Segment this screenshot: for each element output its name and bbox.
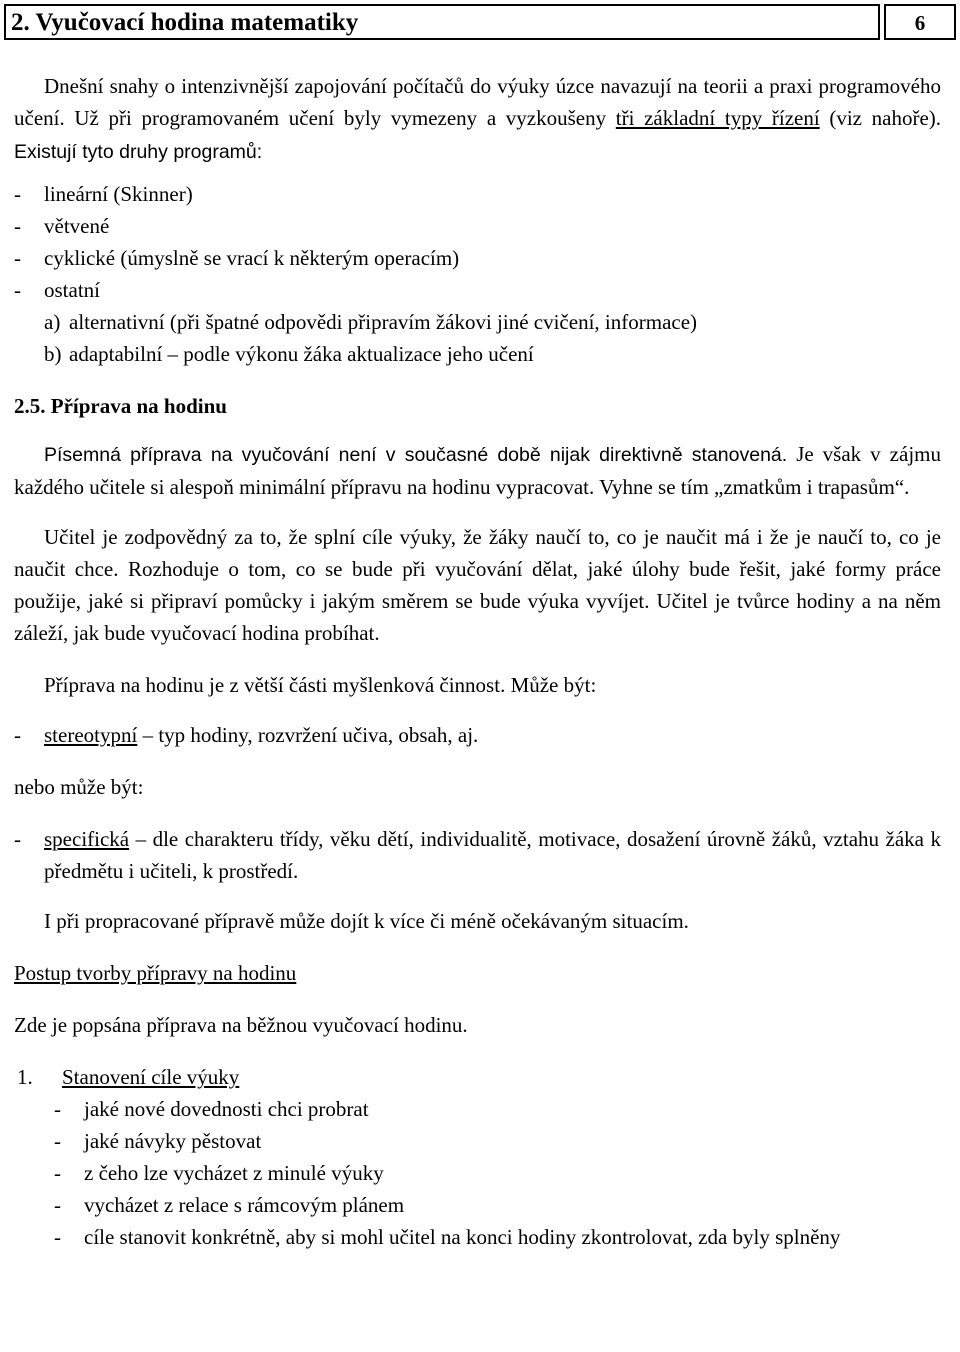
list-item: - cíle stanovit konkrétně, aby si mohl učitel na konci hodiny zkontrolovat, zda byly splněny	[54, 1225, 841, 1249]
list-item: - stereotypní – typ hodiny, rozvržení učiva, obsah, aj.	[14, 723, 479, 747]
program-types-list	[14, 178, 941, 370]
list-item: a) alternativní (při špatné odpovědi připravím žákovi jiné cvičení, informace)	[44, 310, 698, 334]
list-item: - lineární (Skinner)	[14, 182, 193, 206]
numbered-item: 1. Stanovení cíle výuky	[17, 1065, 240, 1089]
list-item: - větvené	[14, 214, 110, 238]
list-item: - z čeho lze vycházet z minulé výuky	[54, 1161, 384, 1185]
page-header	[4, 4, 956, 42]
paragraph: I při propracované přípravě může dojít k více či méně očekávaným situacím.	[44, 909, 689, 933]
list-item: - cyklické (úmyslně se vrací k některým operacím)	[14, 246, 460, 270]
page-number: 6	[884, 4, 956, 40]
list-item: - jaké nové dovednosti chci probrat	[54, 1097, 369, 1121]
intro-paragraph	[14, 70, 941, 168]
paragraph: nebo může být:	[14, 775, 144, 799]
paragraph: Písemná příprava na vyučování není v současné době nijak direktivně stanovená. Je však v zájmu každého učitele si alespoň minimální přípravu na hodinu vypracovat. Vyhne se tím „zmatkům i trapasům“.	[14, 442, 941, 499]
paragraph: Zde je popsána příprava na běžnou vyučovací hodinu.	[14, 1013, 468, 1037]
procedure-heading: Postup tvorby přípravy na hodinu	[14, 961, 297, 985]
list-item: - vycházet z relace s rámcovým plánem	[54, 1193, 405, 1217]
chapter-title: 2. Vyučovací hodina matematiky	[4, 4, 880, 40]
list-item: - specifická – dle charakteru třídy, věku dětí, individualitě, motivace, dosažení úrovně žáků, vztahu žáka k předmětu i učiteli, k prostředí.	[14, 827, 941, 883]
paragraph: Příprava na hodinu je z větší části myšlenková činnost. Může být:	[44, 673, 597, 697]
intro-link-text: tři základní typy řízení	[615, 106, 820, 130]
paragraph: Učitel je zodpovědný za to, že splní cíle výuky, že žáky naučí to, co je naučit má i že je naučí to, co je naučit chce. Rozhoduje o tom, co se bude při vyučování dělat, jaké úlohy bude řešit, jaké formy práce použije, jaké si připraví pomůcky i jakým směrem se bude výuka vyvíjet. Učitel je tvůrce hodiny a na něm záleží, jak bude vyučovací hodina probíhat.	[14, 525, 941, 645]
term: stereotypní	[44, 723, 138, 747]
list-item: - jaké návyky pěstovat	[54, 1129, 262, 1153]
intro-text-2: (viz nahoře).	[819, 106, 942, 130]
term: specifická	[44, 827, 130, 851]
section-heading: 2.5. Příprava na hodinu	[14, 394, 227, 418]
list-item: - ostatní	[14, 278, 100, 302]
document-body	[14, 58, 941, 1253]
intro-text: Dnešní snahy o intenzivnější zapojování počítačů do výuky úzce navazují na teorii a praxi programového učení. Už při programovaném učení byly vymezeny a vyzkoušeny	[14, 74, 941, 130]
intro-text-3: Existují tyto druhy programů:	[14, 141, 263, 163]
list-item: b) adaptabilní – podle výkonu žáka aktualizace jeho učení	[44, 342, 534, 366]
